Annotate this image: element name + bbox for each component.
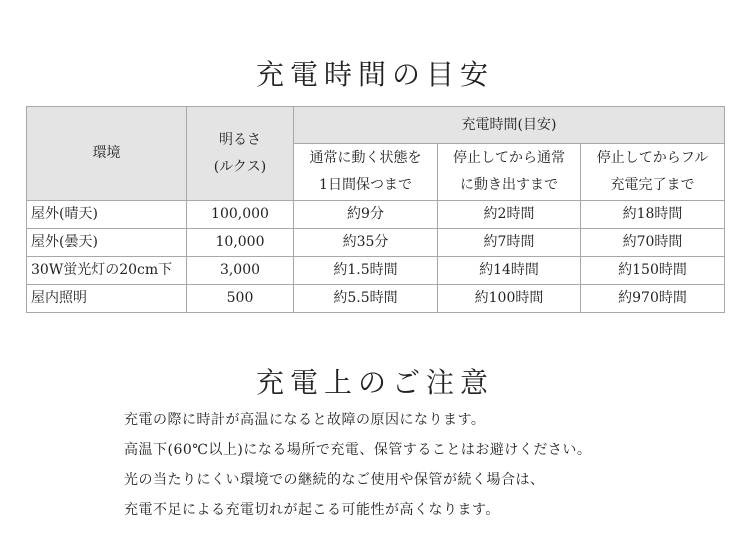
time-restart-cell: 約14時間: [438, 257, 581, 285]
env-cell: 屋内照明: [27, 285, 187, 313]
subheader-1day-line1: 通常に動く状態を: [309, 150, 422, 166]
subheader-full-line2: 充電完了まで: [610, 177, 695, 193]
env-cell: 屋外(晴天): [27, 201, 187, 229]
charging-time-table: [26, 106, 725, 313]
env-cell: 30W蛍光灯の20cm下: [27, 257, 187, 285]
charging-time-title: 充電時間の目安: [255, 57, 494, 91]
charging-caution-title: 充電上のご注意: [255, 365, 494, 399]
caution-line: 充電の際に時計が高温になると故障の原因になります。: [124, 412, 486, 428]
env-cell: 屋外(曇天): [27, 229, 187, 257]
lux-cell: 3,000: [187, 257, 294, 285]
subheader-full-line1: 停止してからフル: [596, 150, 709, 166]
lux-header-line2: (ルクス): [213, 158, 267, 175]
time-restart-cell: 約7時間: [438, 229, 581, 257]
time-full-cell: 約18時間: [581, 201, 725, 229]
caution-line: 充電不足による充電切れが起こる可能性が高くなります。: [124, 502, 500, 518]
subheader-1day-line2: 1日間保つまで: [319, 177, 412, 193]
time-full-cell: 約970時間: [581, 285, 725, 313]
lux-cell: 100,000: [187, 201, 294, 229]
caution-line: 光の当たりにくい環境での継続的なご使用や保管が続く場合は、: [124, 472, 545, 488]
subheader-restart-line2: に動き出すまで: [460, 177, 558, 193]
lux-cell: 10,000: [187, 229, 294, 257]
subheader-full: [581, 144, 725, 201]
charging-time-group-header: 充電時間(目安): [294, 107, 725, 144]
time-full-cell: 約70時間: [581, 229, 725, 257]
env-header: 環境: [27, 107, 187, 201]
time-1day-cell: 約9分: [294, 201, 438, 229]
time-1day-cell: 約5.5時間: [294, 285, 438, 313]
time-1day-cell: 約1.5時間: [294, 257, 438, 285]
lux-header-line1: 明るさ: [219, 131, 261, 148]
caution-line: 高温下(60℃以上)になる場所で充電、保管することはお避けください。: [124, 442, 592, 458]
caution-notes: [124, 405, 591, 525]
table-header-row: [27, 107, 725, 144]
subheader-restart: [438, 144, 581, 201]
time-restart-cell: 約100時間: [438, 285, 581, 313]
time-1day-cell: 約35分: [294, 229, 438, 257]
table-row: [27, 285, 725, 313]
table-row: [27, 257, 725, 285]
subheader-1day: [294, 144, 438, 201]
time-full-cell: 約150時間: [581, 257, 725, 285]
table-row: [27, 201, 725, 229]
lux-cell: 500: [187, 285, 294, 313]
time-restart-cell: 約2時間: [438, 201, 581, 229]
lux-header: [187, 107, 294, 201]
subheader-restart-line1: 停止してから通常: [453, 150, 565, 166]
table-row: [27, 229, 725, 257]
